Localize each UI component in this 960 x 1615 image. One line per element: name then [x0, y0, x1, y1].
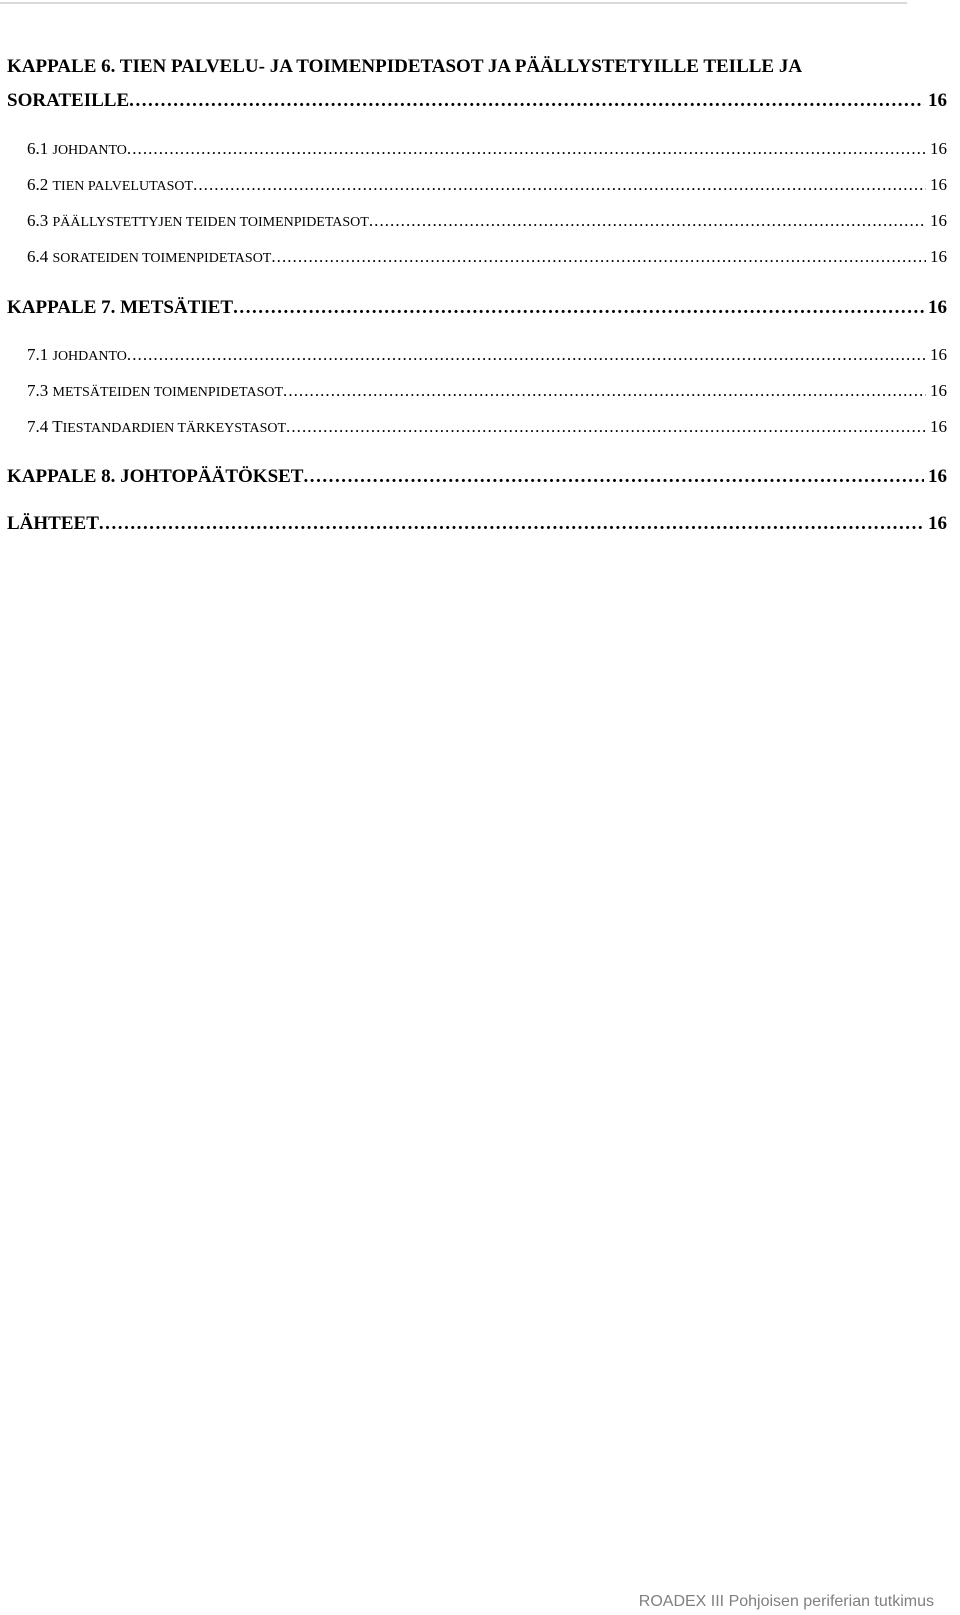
toc-section-7-1[interactable] [27, 345, 947, 371]
page-footer: ROADEX III Pohjoisen periferian tutkimus [638, 1593, 934, 1610]
dot-leader [233, 297, 924, 319]
toc-page-number: 16 [930, 417, 947, 436]
toc-section-6-1[interactable] [27, 139, 947, 165]
dot-leader [271, 247, 926, 267]
toc-page-number: 16 [928, 297, 947, 318]
toc-section-title: PÄÄLLYSTETTYJEN TEIDEN TOIMENPIDETASOT [52, 215, 369, 230]
dot-leader [127, 345, 926, 365]
toc-chapter-7[interactable] [7, 297, 947, 323]
dot-leader [193, 175, 926, 195]
toc-section-number: 6.1 [27, 139, 49, 158]
toc-section-number: 6.3 [27, 211, 49, 230]
toc-page-number: 16 [930, 381, 947, 400]
toc-section-title-initial: T [52, 417, 63, 436]
dot-leader [129, 90, 924, 112]
toc-section-number: 6.2 [27, 175, 49, 194]
toc-section-6-3[interactable] [27, 211, 947, 237]
toc-page-number: 16 [928, 513, 947, 534]
toc-section-7-3[interactable] [27, 381, 947, 407]
toc-chapter-7-label: KAPPALE 7. METSÄTIET [7, 297, 234, 318]
dot-leader [127, 139, 926, 159]
toc-page-number: 16 [928, 466, 947, 487]
dot-leader [286, 417, 926, 437]
toc-references[interactable] [7, 513, 947, 539]
toc-section-number: 7.3 [27, 381, 49, 400]
top-rule [0, 2, 907, 4]
toc-section-title: JOHDANTO [52, 349, 127, 364]
toc-chapter-8-label: KAPPALE 8. JOHTOPÄÄTÖKSET [7, 466, 304, 487]
toc-section-title: IESTANDARDIEN TÄRKEYSTASOT [62, 421, 287, 436]
toc-section-title: METSÄTEIDEN TOIMENPIDETASOT [52, 385, 284, 400]
toc-section-number: 6.4 [27, 247, 49, 266]
toc-page-number: 16 [930, 175, 947, 194]
toc-page-number: 16 [930, 247, 947, 266]
dot-leader [369, 211, 926, 231]
dot-leader [99, 513, 924, 535]
toc-section-title: JOHDANTO [52, 143, 127, 158]
toc-section-number: 7.1 [27, 345, 49, 364]
toc-page-number: 16 [930, 139, 947, 158]
toc-chapter-6[interactable] [7, 90, 947, 116]
toc-section-6-2[interactable] [27, 175, 947, 201]
toc-references-label: LÄHTEET [7, 513, 99, 534]
toc-page-number: 16 [930, 211, 947, 230]
toc-chapter-6-heading-line1[interactable]: KAPPALE 6. TIEN PALVELU- JA TOIMENPIDETASOT JA PÄÄLLYSTETYILLE TEILLE JA [7, 56, 803, 77]
toc-section-title: SORATEIDEN TOIMENPIDETASOT [52, 251, 272, 266]
toc-section-6-4[interactable] [27, 247, 947, 273]
toc-section-7-4[interactable] [27, 417, 947, 443]
dot-leader [283, 381, 926, 401]
toc-page-number: 16 [930, 345, 947, 364]
toc-chapter-6-label: SORATEILLE [7, 90, 130, 111]
toc-chapter-8[interactable] [7, 466, 947, 492]
dot-leader [303, 466, 924, 488]
toc-section-number: 7.4 [27, 417, 49, 436]
toc-section-title: TIEN PALVELUTASOT [52, 179, 194, 194]
toc-page-number: 16 [928, 90, 947, 111]
